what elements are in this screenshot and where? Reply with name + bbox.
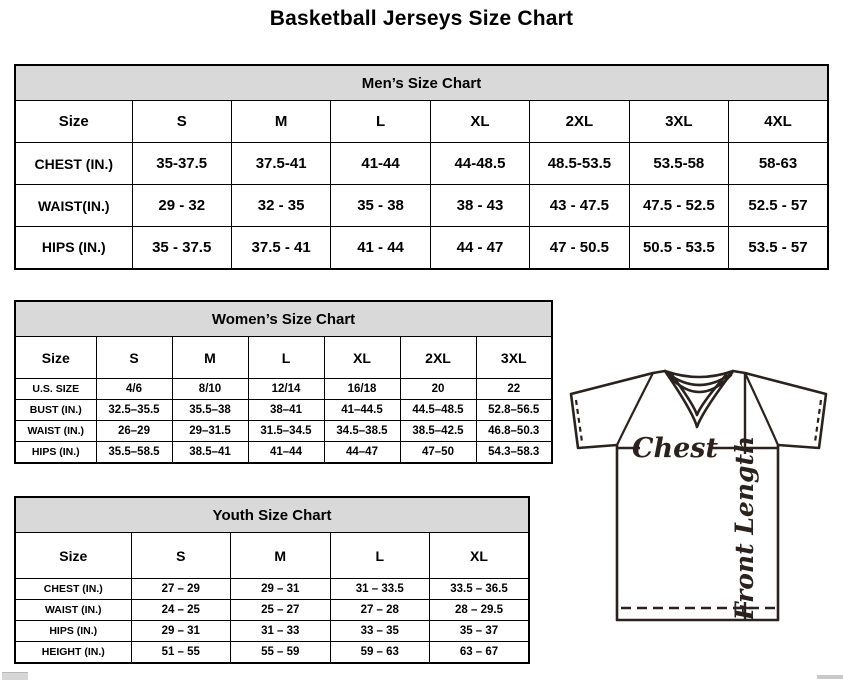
table-row	[15, 227, 828, 269]
column-header: 4XL	[729, 101, 828, 143]
size-cell: 29 – 31	[231, 579, 331, 600]
column-header: S	[96, 337, 172, 379]
size-cell: 41–44.5	[324, 400, 400, 421]
size-cell: 59 – 63	[330, 642, 430, 663]
table-row	[15, 600, 529, 621]
size-cell: 32.5–35.5	[96, 400, 172, 421]
size-cell: 54.3–58.3	[476, 442, 552, 463]
table-row	[15, 621, 529, 642]
size-cell: 28 – 29.5	[430, 600, 530, 621]
row-label: HIPS (IN.)	[15, 227, 132, 269]
size-cell: 34.5–38.5	[324, 421, 400, 442]
table-row	[15, 379, 552, 400]
size-cell: 55 – 59	[231, 642, 331, 663]
size-cell: 22	[476, 379, 552, 400]
scrollbar-fragment-right[interactable]	[817, 675, 843, 679]
womens-size-chart-table	[14, 300, 553, 464]
size-cell: 38.5–41	[172, 442, 248, 463]
column-header: 3XL	[476, 337, 552, 379]
column-header: S	[131, 533, 231, 579]
column-header: XL	[430, 533, 530, 579]
size-cell: 63 – 67	[430, 642, 530, 663]
size-cell: 33.5 – 36.5	[430, 579, 530, 600]
size-cell: 47 - 50.5	[530, 227, 629, 269]
column-header: 3XL	[629, 101, 728, 143]
size-cell: 35.5–38	[172, 400, 248, 421]
youth-size-chart-table	[14, 496, 530, 664]
size-cell: 27 – 28	[330, 600, 430, 621]
size-cell: 16/18	[324, 379, 400, 400]
size-cell: 47.5 - 52.5	[629, 185, 728, 227]
table-title: Women’s Size Chart	[15, 301, 552, 337]
column-header: 2XL	[400, 337, 476, 379]
size-cell: 20	[400, 379, 476, 400]
size-cell: 29–31.5	[172, 421, 248, 442]
column-header: S	[132, 101, 231, 143]
column-header: Size	[15, 101, 132, 143]
column-header: L	[248, 337, 324, 379]
size-cell: 53.5-58	[629, 143, 728, 185]
size-cell: 47–50	[400, 442, 476, 463]
table-row	[15, 185, 828, 227]
size-cell: 38.5–42.5	[400, 421, 476, 442]
size-cell: 31 – 33.5	[330, 579, 430, 600]
column-header: L	[330, 533, 430, 579]
size-cell: 37.5 - 41	[231, 227, 330, 269]
size-cell: 29 – 31	[131, 621, 231, 642]
row-label: WAIST(IN.)	[15, 185, 132, 227]
size-cell: 35 – 37	[430, 621, 530, 642]
size-cell: 53.5 - 57	[729, 227, 828, 269]
size-cell: 29 - 32	[132, 185, 231, 227]
size-cell: 25 – 27	[231, 600, 331, 621]
size-cell: 27 – 29	[131, 579, 231, 600]
size-cell: 35 - 38	[331, 185, 430, 227]
size-cell: 31.5–34.5	[248, 421, 324, 442]
size-cell: 12/14	[248, 379, 324, 400]
jersey-measurement-diagram	[555, 350, 842, 638]
column-header: Size	[15, 533, 131, 579]
size-cell: 41 - 44	[331, 227, 430, 269]
chest-label: Chest	[632, 433, 718, 464]
front-length-label: Front Length	[730, 435, 759, 621]
size-cell: 35-37.5	[132, 143, 231, 185]
size-cell: 44 - 47	[430, 227, 529, 269]
size-cell: 41-44	[331, 143, 430, 185]
size-cell: 37.5-41	[231, 143, 330, 185]
size-cell: 46.8–50.3	[476, 421, 552, 442]
column-header: M	[172, 337, 248, 379]
column-header: M	[231, 533, 331, 579]
column-header: XL	[430, 101, 529, 143]
size-cell: 58-63	[729, 143, 828, 185]
size-cell: 48.5-53.5	[530, 143, 629, 185]
row-label: HIPS (IN.)	[15, 442, 96, 463]
size-cell: 38 - 43	[430, 185, 529, 227]
size-cell: 44–47	[324, 442, 400, 463]
table-row	[15, 400, 552, 421]
jersey-outline	[571, 371, 826, 620]
size-cell: 50.5 - 53.5	[629, 227, 728, 269]
size-cell: 33 – 35	[330, 621, 430, 642]
column-header: 2XL	[530, 101, 629, 143]
table-title: Youth Size Chart	[15, 497, 529, 533]
column-header: L	[331, 101, 430, 143]
table-title: Men’s Size Chart	[15, 65, 828, 101]
row-label: HIPS (IN.)	[15, 621, 131, 642]
size-cell: 44-48.5	[430, 143, 529, 185]
size-cell: 52.5 - 57	[729, 185, 828, 227]
size-cell: 38–41	[248, 400, 324, 421]
size-cell: 24 – 25	[131, 600, 231, 621]
row-label: BUST (IN.)	[15, 400, 96, 421]
size-cell: 35 - 37.5	[132, 227, 231, 269]
size-cell: 4/6	[96, 379, 172, 400]
size-cell: 43 - 47.5	[530, 185, 629, 227]
column-header: XL	[324, 337, 400, 379]
size-cell: 51 – 55	[131, 642, 231, 663]
row-label: HEIGHT (IN.)	[15, 642, 131, 663]
table-row	[15, 143, 828, 185]
size-cell: 44.5–48.5	[400, 400, 476, 421]
table-row	[15, 442, 552, 463]
row-label: WAIST (IN.)	[15, 600, 131, 621]
row-label: WAIST (IN.)	[15, 421, 96, 442]
table-row	[15, 421, 552, 442]
row-label: CHEST (IN.)	[15, 143, 132, 185]
column-header: Size	[15, 337, 96, 379]
size-cell: 26–29	[96, 421, 172, 442]
page-title: Basketball Jerseys Size Chart	[269, 7, 574, 30]
size-cell: 35.5–58.5	[96, 442, 172, 463]
table-row	[15, 579, 529, 600]
size-cell: 31 – 33	[231, 621, 331, 642]
row-label: U.S. SIZE	[15, 379, 96, 400]
size-cell: 52.8–56.5	[476, 400, 552, 421]
size-cell: 8/10	[172, 379, 248, 400]
size-cell: 41–44	[248, 442, 324, 463]
column-header: M	[231, 101, 330, 143]
row-label: CHEST (IN.)	[15, 579, 131, 600]
size-cell: 32 - 35	[231, 185, 330, 227]
table-row	[15, 642, 529, 663]
mens-size-chart-table	[14, 64, 829, 270]
